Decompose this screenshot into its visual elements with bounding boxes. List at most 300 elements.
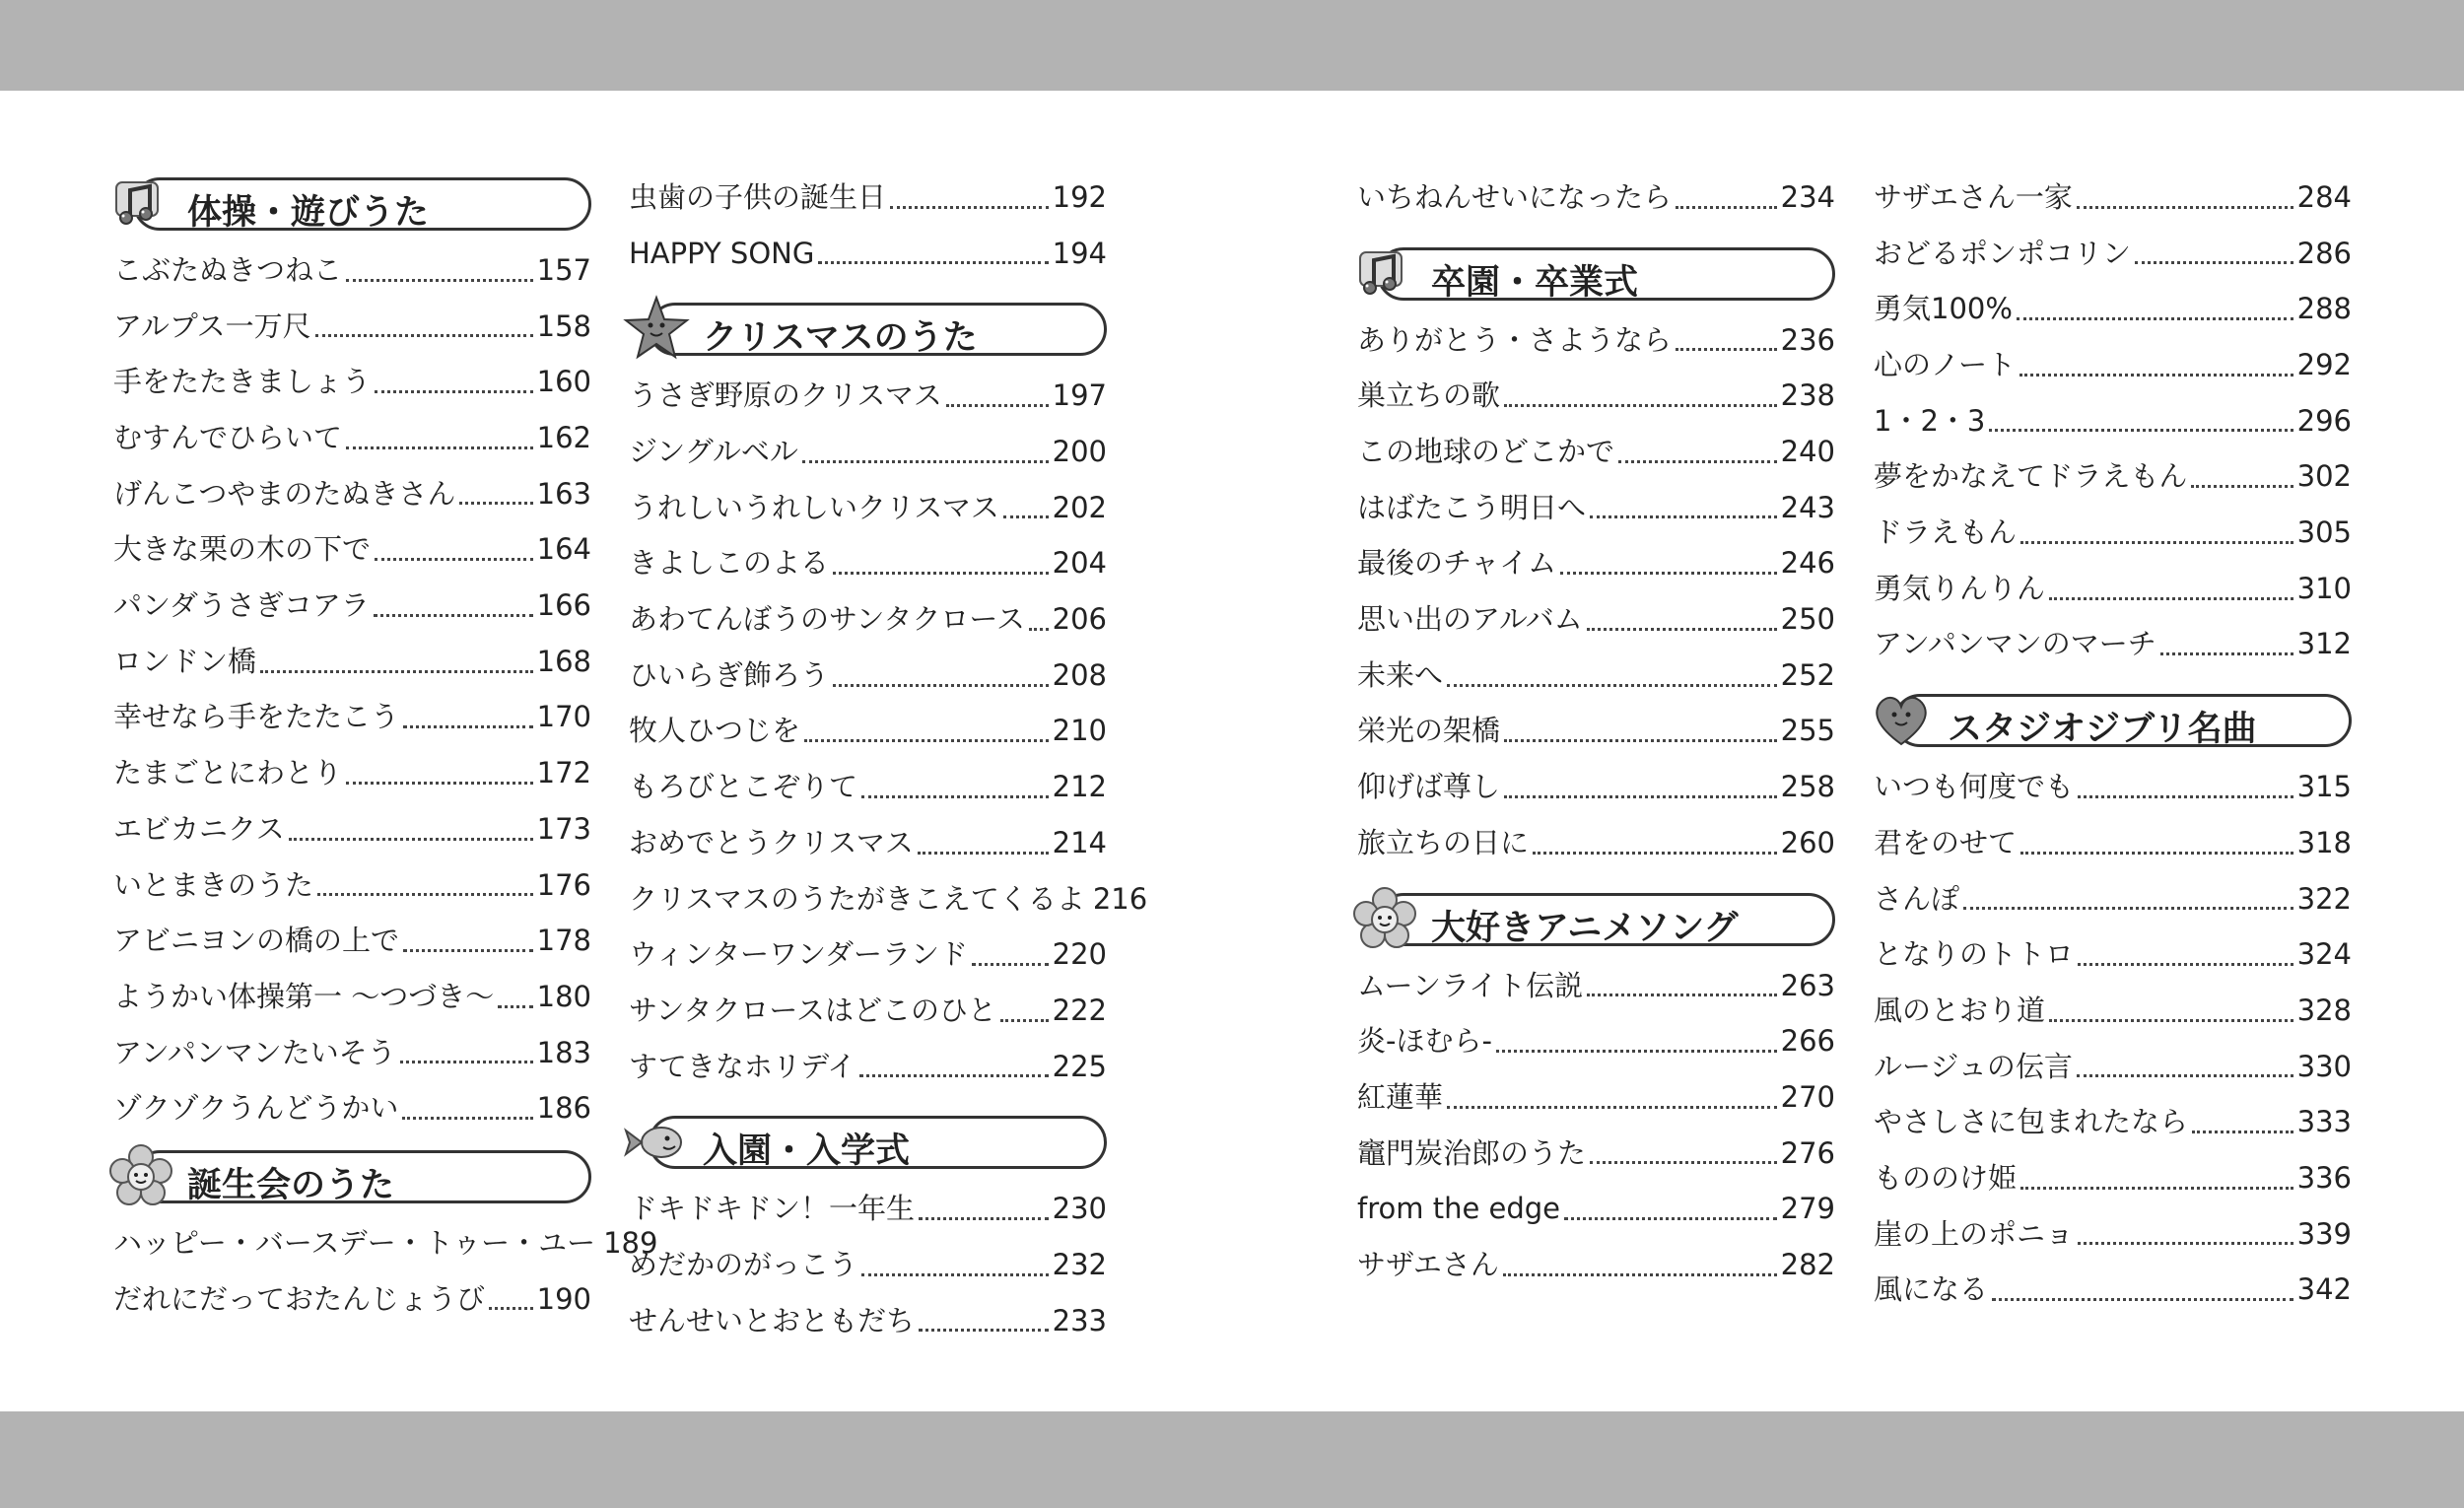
dot-leader	[946, 404, 1049, 407]
toc-entry[interactable]	[1357, 1013, 1835, 1069]
toc-entry[interactable]	[1874, 983, 2352, 1039]
toc-entry[interactable]	[113, 578, 591, 634]
song-title: 未来へ	[1357, 657, 1444, 692]
song-title: いちねんせいになったら	[1357, 179, 1673, 214]
dot-leader	[2078, 963, 2293, 966]
page-number: 263	[1780, 968, 1835, 1002]
dot-leader	[1587, 994, 1777, 996]
page-number: 183	[536, 1035, 591, 1069]
page-number: 255	[1780, 714, 1835, 748]
page-number: 192	[1052, 179, 1107, 214]
song-title: こぶたぬきつねこ	[113, 252, 343, 287]
page-number: 288	[2296, 292, 2352, 326]
dot-leader	[1447, 684, 1777, 687]
page-number: 172	[536, 756, 591, 790]
toc-entry[interactable]	[113, 521, 591, 578]
dot-leader	[489, 1307, 533, 1310]
page-number: 310	[2296, 571, 2352, 605]
page-number: 186	[536, 1091, 591, 1126]
page-number: 282	[1780, 1247, 1835, 1281]
page-number: 176	[536, 867, 591, 902]
toc-entry[interactable]	[1357, 591, 1835, 648]
dot-leader	[1003, 515, 1049, 518]
dot-leader	[2078, 1242, 2293, 1245]
toc-entry[interactable]	[1874, 1206, 2352, 1263]
page-number: 252	[1780, 657, 1835, 692]
song-title: はばたこう明日へ	[1357, 490, 1587, 524]
toc-entry[interactable]	[629, 480, 1107, 536]
page-number: 162	[536, 421, 591, 455]
page-number: 180	[536, 979, 591, 1013]
dot-leader	[1676, 348, 1777, 351]
song-title: 竈門炭治郎のうた	[1357, 1135, 1587, 1170]
section-header	[649, 1116, 1107, 1172]
song-title: 紅蓮華	[1357, 1079, 1444, 1114]
song-title: ロンドン橋	[113, 644, 257, 678]
page-number: 170	[536, 700, 591, 734]
song-title: ありがとう・さようなら	[1357, 322, 1673, 357]
dot-leader	[1564, 1217, 1777, 1220]
toc-entry[interactable]	[629, 815, 1107, 871]
page-number: 173	[536, 811, 591, 846]
song-title: 心のノート	[1874, 348, 2017, 382]
dot-leader	[804, 739, 1049, 742]
toc-section	[1357, 226, 1835, 871]
toc-column-1	[113, 177, 658, 1327]
dot-leader	[2049, 1019, 2293, 1022]
toc-entry[interactable]	[113, 801, 591, 857]
page-number: 336	[2296, 1160, 2352, 1195]
dot-leader	[1504, 404, 1777, 407]
toc-entry[interactable]	[113, 913, 591, 969]
toc-entry[interactable]	[1357, 1181, 1835, 1237]
toc-entry[interactable]	[113, 690, 591, 746]
page-number: 157	[536, 252, 591, 287]
page-number: 324	[2296, 937, 2352, 972]
toc-entry[interactable]	[1874, 561, 2352, 617]
song-title: 勇気りんりん	[1874, 571, 2046, 605]
table-of-contents-page	[0, 91, 2464, 1411]
music-note-icon	[1350, 239, 1419, 308]
page-number: 318	[2296, 825, 2352, 859]
dot-leader	[919, 1329, 1049, 1332]
page-number: 190	[536, 1281, 591, 1316]
song-title: げんこつやまのたぬきさん	[113, 476, 456, 511]
dot-leader	[2049, 597, 2293, 600]
toc-entry[interactable]	[629, 759, 1107, 815]
page-number: 305	[2296, 515, 2352, 550]
toc-entry[interactable]	[1874, 759, 2352, 815]
song-title: ハッピー・バースデー・トゥー・ユー	[113, 1225, 596, 1260]
toc-entry[interactable]	[629, 983, 1107, 1039]
dot-leader	[1992, 1298, 2293, 1301]
song-title: 巣立ちの歌	[1357, 378, 1501, 413]
song-title: クリスマスのうたがきこえてくるよ	[629, 881, 1085, 916]
dot-leader	[1533, 852, 1777, 855]
toc-entry[interactable]	[629, 170, 1107, 226]
toc-entry[interactable]	[629, 1237, 1107, 1293]
song-title: さんぽ	[1874, 881, 1960, 916]
toc-entry[interactable]	[629, 1039, 1107, 1095]
song-title: せんせいとおともだち	[629, 1303, 916, 1337]
toc-entry[interactable]	[1357, 170, 1835, 226]
page-number: 163	[536, 476, 591, 511]
toc-entry[interactable]	[1357, 958, 1835, 1014]
dot-leader	[402, 1117, 532, 1120]
toc-entry[interactable]	[113, 466, 591, 522]
toc-entry[interactable]	[1874, 926, 2352, 983]
song-title: エビカニクス	[113, 811, 285, 846]
toc-entry[interactable]	[1357, 312, 1835, 369]
toc-section	[1874, 672, 2352, 1318]
song-title: ジングルベル	[629, 435, 798, 469]
song-title: おめでとうクリスマス	[629, 825, 914, 859]
toc-entry[interactable]	[629, 226, 1107, 282]
song-title: from the edge	[1357, 1192, 1561, 1226]
page-number: 208	[1052, 657, 1107, 692]
page-number: 168	[536, 644, 591, 678]
song-title: 勇気100%	[1874, 292, 2013, 326]
page-number: 246	[1780, 546, 1835, 581]
toc-entry[interactable]	[629, 926, 1107, 983]
page-number: 164	[536, 532, 591, 567]
toc-entry[interactable]	[113, 857, 591, 914]
song-title: だれにだっておたんじょうび	[113, 1281, 486, 1316]
song-title: 手をたたきましょう	[113, 365, 372, 399]
song-title: アンパンマンのマーチ	[1874, 627, 2156, 661]
dot-leader	[403, 949, 533, 952]
toc-entry[interactable]	[113, 1215, 658, 1271]
page-number: 202	[1052, 490, 1107, 524]
section-title: 卒園・卒業式	[1431, 262, 1639, 303]
dot-leader	[2019, 374, 2293, 377]
toc-entry[interactable]	[113, 410, 591, 466]
page-number: 328	[2296, 993, 2352, 1027]
page-number: 200	[1052, 435, 1107, 469]
toc-entry[interactable]	[1357, 368, 1835, 424]
page-number: 238	[1780, 378, 1835, 413]
song-title: アンパンマンたいそう	[113, 1035, 396, 1069]
song-title: 大きな栗の木の下で	[113, 532, 372, 567]
dot-leader	[2160, 652, 2293, 655]
dot-leader	[375, 390, 533, 393]
song-title: きよしこのよる	[629, 546, 830, 581]
page-number: 302	[2296, 459, 2352, 494]
toc-entry[interactable]	[1874, 448, 2352, 505]
song-title: もののけ姫	[1874, 1160, 2018, 1195]
dot-leader	[346, 279, 533, 282]
page-number: 250	[1780, 602, 1835, 637]
song-title: となりのトトロ	[1874, 937, 2075, 972]
toc-section	[1874, 170, 2352, 672]
page-number: 270	[1780, 1079, 1835, 1114]
page-number: 333	[2296, 1105, 2352, 1139]
toc-entry[interactable]	[1357, 648, 1835, 704]
page-number: 232	[1052, 1247, 1107, 1281]
song-title: パンダうさぎコアラ	[113, 588, 370, 623]
toc-entry[interactable]	[629, 871, 1148, 927]
page-number: 234	[1780, 179, 1835, 214]
toc-entry[interactable]	[629, 648, 1107, 704]
toc-entry[interactable]	[1874, 337, 2352, 393]
song-title: アルプス一万尺	[113, 308, 311, 343]
dot-leader	[890, 206, 1049, 209]
toc-entry[interactable]	[1357, 1237, 1835, 1293]
song-title: めだかのがっこう	[629, 1247, 858, 1281]
dot-leader	[1587, 628, 1777, 631]
song-title: ゾクゾクうんどうかい	[113, 1091, 399, 1126]
dot-leader	[2077, 1074, 2293, 1077]
song-title: サザエさん	[1357, 1247, 1499, 1281]
page-number: 210	[1052, 714, 1107, 748]
dot-leader	[2191, 485, 2293, 488]
dot-leader	[972, 963, 1049, 966]
page-number: 236	[1780, 322, 1835, 357]
toc-entry[interactable]	[1874, 226, 2352, 282]
toc-entry[interactable]	[1357, 535, 1835, 591]
toc-entry[interactable]	[113, 969, 591, 1025]
dot-leader	[2192, 1131, 2293, 1133]
page-number: 240	[1780, 435, 1835, 469]
toc-section	[113, 1150, 658, 1327]
section-header	[1893, 694, 2352, 750]
song-title: ルージュの伝言	[1874, 1049, 2073, 1083]
song-title: ドラえもん	[1874, 515, 2018, 550]
song-title: むすんでひらいて	[113, 421, 343, 455]
page-number: 222	[1052, 993, 1107, 1027]
page-number: 158	[536, 308, 591, 343]
toc-entry[interactable]	[629, 424, 1107, 480]
dot-leader	[861, 795, 1049, 798]
toc-section	[629, 170, 1107, 281]
toc-entry[interactable]	[113, 1271, 591, 1328]
toc-entry[interactable]	[1874, 505, 2352, 561]
dot-leader	[818, 261, 1048, 264]
toc-entry[interactable]	[629, 1181, 1107, 1237]
dot-leader	[918, 852, 1049, 855]
toc-entry[interactable]	[1874, 393, 2352, 449]
page-number: 339	[2296, 1216, 2352, 1251]
song-title: うさぎ野原のクリスマス	[629, 378, 942, 413]
toc-section	[113, 177, 591, 1136]
page-number: 286	[2296, 236, 2352, 270]
toc-entry[interactable]	[1874, 1094, 2352, 1150]
toc-entry[interactable]	[1357, 1126, 1835, 1182]
heart-icon	[1867, 685, 1936, 754]
toc-entry[interactable]	[113, 1025, 591, 1081]
dot-leader	[317, 893, 533, 896]
toc-entry[interactable]	[113, 299, 591, 355]
song-title: ドキドキドン！一年生	[629, 1192, 916, 1226]
song-title: 思い出のアルバム	[1357, 602, 1583, 637]
toc-section	[629, 281, 1148, 1094]
page-number: 160	[536, 365, 591, 399]
toc-entry[interactable]	[1874, 281, 2352, 337]
dot-leader	[1000, 1019, 1049, 1022]
dot-leader	[375, 558, 533, 561]
dot-leader	[1560, 572, 1777, 575]
toc-entry[interactable]	[113, 1080, 591, 1136]
page-number: 166	[536, 588, 591, 623]
toc-entry[interactable]	[1874, 871, 2352, 927]
song-title: 栄光の架橋	[1357, 714, 1501, 748]
song-title: ウィンターワンダーランド	[629, 937, 968, 972]
song-title: 風のとおり道	[1874, 993, 2046, 1027]
song-title: 炎-ほむら-	[1357, 1024, 1492, 1059]
dot-leader	[919, 1217, 1049, 1220]
song-title: あわてんぼうのサンタクロース	[629, 602, 1025, 637]
page-number: 342	[2296, 1272, 2352, 1307]
toc-entry[interactable]	[1874, 617, 2352, 673]
toc-entry[interactable]	[1874, 170, 2352, 226]
section-header	[649, 303, 1107, 359]
page-number: 312	[2296, 627, 2352, 661]
dot-leader	[1503, 1273, 1777, 1276]
dot-leader	[403, 725, 533, 728]
dot-leader	[2020, 541, 2293, 544]
toc-entry[interactable]	[629, 535, 1107, 591]
dot-leader	[833, 684, 1049, 687]
dot-leader	[2020, 852, 2293, 855]
song-title: 夢をかなえてドラえもん	[1874, 459, 2188, 494]
toc-section	[1357, 871, 1835, 1293]
toc-entry[interactable]	[629, 704, 1107, 760]
dot-leader	[833, 572, 1049, 575]
section-title: 大好きアニメソング	[1431, 908, 1739, 948]
toc-entry[interactable]	[629, 368, 1107, 424]
dot-leader	[498, 1005, 532, 1008]
dot-leader	[289, 838, 533, 841]
dot-leader	[400, 1061, 533, 1063]
dot-leader	[459, 502, 532, 505]
song-title: 崖の上のポニョ	[1874, 1216, 2075, 1251]
dot-leader	[2020, 1187, 2293, 1190]
page-number: 322	[2296, 881, 2352, 916]
toc-entry[interactable]	[629, 591, 1107, 648]
section-header	[1377, 893, 1835, 946]
toc-entry[interactable]	[1357, 480, 1835, 536]
toc-entry[interactable]	[1357, 704, 1835, 760]
song-title: 旅立ちの日に	[1357, 825, 1530, 859]
song-title: 風になる	[1874, 1272, 1989, 1307]
toc-entry[interactable]	[113, 634, 591, 690]
toc-column-2	[629, 170, 1148, 1348]
dot-leader	[260, 670, 533, 673]
toc-entry[interactable]	[1874, 815, 2352, 871]
dot-leader	[1618, 460, 1777, 463]
dot-leader	[1504, 739, 1777, 742]
toc-entry[interactable]	[1874, 1039, 2352, 1095]
section-header	[1377, 247, 1835, 301]
song-title: やさしさに包まれたなら	[1874, 1105, 2189, 1139]
page-number: 216	[1092, 881, 1148, 916]
flower-icon	[1350, 884, 1419, 953]
section-header	[133, 177, 591, 231]
page-number: 243	[1780, 490, 1835, 524]
dot-leader	[315, 334, 533, 337]
toc-entry[interactable]	[1357, 815, 1835, 871]
dot-leader	[1590, 515, 1777, 518]
dot-leader	[1676, 206, 1777, 209]
toc-entry[interactable]	[1874, 1262, 2352, 1318]
page-number: 225	[1052, 1049, 1107, 1083]
toc-entry[interactable]	[1357, 1069, 1835, 1126]
toc-entry[interactable]	[113, 745, 591, 801]
page-number: 189	[603, 1225, 658, 1260]
page-number: 284	[2296, 179, 2352, 214]
section-title: 入園・入学式	[703, 1131, 911, 1172]
dot-leader	[374, 614, 533, 617]
song-title: 虫歯の子供の誕生日	[629, 179, 887, 214]
toc-entry[interactable]	[113, 242, 591, 299]
toc-column-3	[1357, 170, 1835, 1293]
toc-entry[interactable]	[1357, 759, 1835, 815]
page-number: 266	[1780, 1024, 1835, 1059]
song-title: アビニヨンの橋の上で	[113, 924, 400, 958]
dot-leader	[2078, 795, 2293, 798]
song-title: HAPPY SONG	[629, 236, 815, 270]
section-title: 体操・遊びうた	[187, 193, 430, 233]
toc-entry[interactable]	[1357, 424, 1835, 480]
song-title: おどるポンポコリン	[1874, 236, 2132, 270]
dot-leader	[1963, 907, 2293, 910]
song-title: 最後のチャイム	[1357, 546, 1557, 581]
section-title: スタジオジブリ名曲	[1948, 710, 2257, 750]
song-title: サザエさん一家	[1874, 179, 2073, 214]
song-title: ひいらぎ飾ろう	[629, 657, 830, 692]
dot-leader	[2077, 206, 2293, 209]
flower-icon	[106, 1141, 175, 1210]
song-title: 牧人ひつじを	[629, 714, 801, 748]
song-title: いとまきのうた	[113, 867, 314, 902]
dot-leader	[1989, 429, 2293, 432]
page-number: 292	[2296, 348, 2352, 382]
page-number: 204	[1052, 546, 1107, 581]
song-title: ムーンライト伝説	[1357, 968, 1584, 1002]
page-number: 258	[1780, 770, 1835, 804]
page-number: 279	[1780, 1192, 1835, 1226]
page-number: 220	[1052, 937, 1107, 972]
page-number: 230	[1052, 1192, 1107, 1226]
toc-entry[interactable]	[629, 1293, 1107, 1349]
song-title: すてきなホリデイ	[629, 1049, 856, 1083]
star-icon	[622, 294, 691, 363]
page-number: 197	[1052, 378, 1107, 413]
page-number: 296	[2296, 403, 2352, 438]
song-title: もろびとこぞりて	[629, 770, 858, 804]
page-number: 233	[1052, 1303, 1107, 1337]
toc-column-4	[1874, 170, 2352, 1318]
dot-leader	[346, 782, 533, 785]
toc-entry[interactable]	[1874, 1150, 2352, 1206]
song-title: この地球のどこかで	[1357, 435, 1615, 469]
dot-leader	[2135, 261, 2293, 264]
dot-leader	[861, 1273, 1049, 1276]
song-title: 君をのせて	[1874, 825, 2018, 859]
section-title: クリスマスのうた	[703, 318, 978, 359]
dot-leader	[1590, 1161, 1777, 1164]
fish-icon	[622, 1107, 691, 1176]
song-title: たまごとにわとり	[113, 756, 343, 790]
toc-entry[interactable]	[113, 354, 591, 410]
dot-leader	[1447, 1106, 1777, 1109]
section-title: 誕生会のうた	[187, 1166, 395, 1205]
section-header	[133, 1150, 591, 1203]
song-title: 仰げば尊し	[1357, 770, 1501, 804]
song-title: ようかい体操第一 ～つづき～	[113, 979, 495, 1013]
dot-leader	[859, 1074, 1048, 1077]
page-number: 276	[1780, 1135, 1835, 1170]
